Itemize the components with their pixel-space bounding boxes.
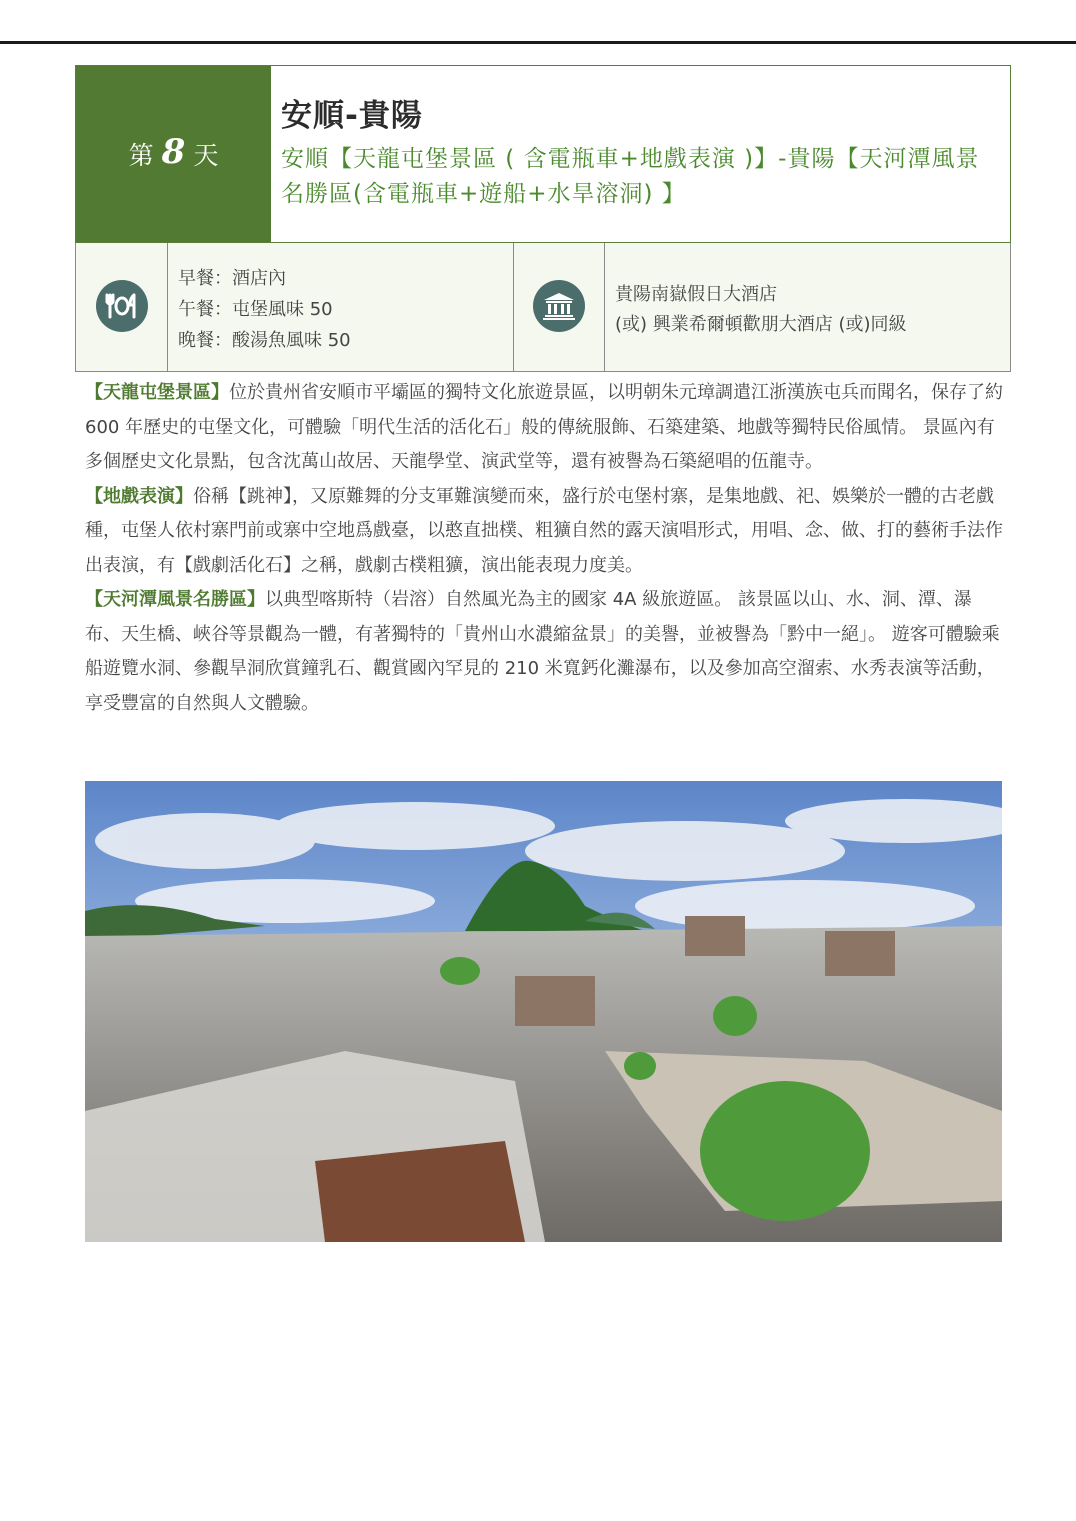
meals-hotel-box bbox=[75, 243, 1011, 372]
village-photo bbox=[85, 781, 1002, 1242]
day-title: 安順-貴陽 bbox=[281, 98, 423, 134]
day-number: 8 bbox=[161, 132, 186, 172]
day-badge bbox=[76, 66, 271, 242]
day-suffix: 天 bbox=[193, 141, 219, 170]
hotel-primary: 貴陽南嶽假日大酒店 bbox=[615, 284, 777, 305]
paragraph-heading: 【地戲表演】 bbox=[85, 485, 193, 507]
paragraph-tianlong bbox=[85, 376, 1005, 480]
description-body bbox=[85, 376, 1005, 721]
dinner-text: 晚餐：酸湯魚風味 50 bbox=[178, 330, 351, 351]
day-header bbox=[75, 65, 1011, 243]
top-rule bbox=[0, 41, 1076, 44]
paragraph-heading: 【天河潭風景名勝區】 bbox=[85, 589, 265, 610]
lunch-text: 午餐：屯堡風味 50 bbox=[178, 299, 333, 320]
paragraph-text: 以典型喀斯特（岩溶）自然風光為主的國家 4A 級旅遊區。 該景區以山、水、洞、潭、瀑布、天生橋、峽谷等景觀為一體，有著獨特的「貴州山水濃縮盆景」的美譽，並被譽為「黔中一絕」。 遊客可體驗乘船遊覽水洞、參觀旱洞欣賞鐘乳石、觀賞國內罕見的 210 米寬鈣化灘瀑布，以及參加高空溜索、水秀表演等活動，享受豐富的自然與人文體驗。 bbox=[85, 589, 1000, 714]
breakfast-text: 早餐：酒店內 bbox=[178, 268, 286, 289]
paragraph-text: 俗稱【跳神】，又原難舞的分支軍難演變而來，盛行於屯堡村寨，是集地戲、祀、娛樂於一體的古老戲種，屯堡人依村寨門前或寨中空地爲戲臺，以憨直拙樸、粗獷自然的露天演唱形式，用唱、念、做、打的藝術手法作出表演，有【戲劇活化石】之稱，戲劇古樸粗獷，演出能表現力度美。 bbox=[85, 485, 1003, 576]
restaurant-icon bbox=[96, 280, 148, 332]
hotel-icon-cell bbox=[514, 243, 605, 371]
paragraph-text: 位於貴州省安順市平壩區的獨特文化旅遊景區，以明朝朱元璋調遣江浙漢族屯兵而聞名，保存了約 600 年歷史的屯堡文化，可體驗「明代生活的活化石」般的傳統服飾、石築建築、地戲等獨特民俗風情。 景區內有多個歷史文化景點，包含沈萬山故居、天龍學堂、演武堂等，還有被譽為石築絕唱的伍龍寺。 bbox=[85, 382, 1003, 472]
day-prefix: 第 bbox=[128, 141, 154, 170]
hotel-alternative: (或) 興業希爾頓歡朋大酒店 (或)同級 bbox=[615, 314, 907, 335]
paragraph-dixi bbox=[85, 480, 1005, 584]
meals-icon-cell bbox=[76, 243, 168, 371]
paragraph-tianhetan bbox=[85, 583, 1005, 721]
meals-list bbox=[168, 243, 514, 371]
day-subtitle: 安順【天龍屯堡景區 ( 含電瓶車+地戲表演 )】-貴陽【天河潭風景名勝區(含電瓶車+遊船+水旱溶洞) 】 bbox=[281, 146, 980, 207]
hotel-list bbox=[605, 243, 1010, 371]
hotel-building-icon bbox=[533, 280, 585, 332]
paragraph-heading: 【天龍屯堡景區】 bbox=[85, 382, 229, 403]
day-title-block bbox=[271, 66, 1001, 242]
